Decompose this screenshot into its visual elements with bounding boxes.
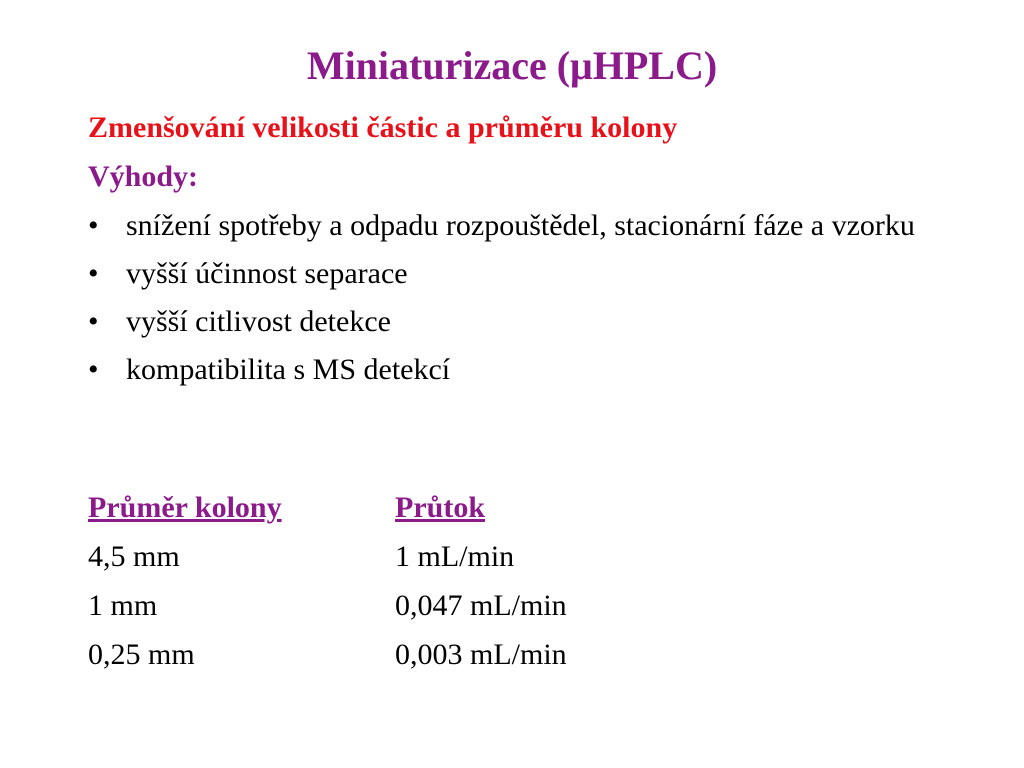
bullet-icon: • [88,353,99,386]
list-item [88,302,948,342]
bullet-icon: • [88,305,99,338]
table-cell-flow: 0,003 mL/min [395,638,567,671]
table-cell-diameter: 0,25 mm [88,638,195,671]
bullet-icon: • [88,257,99,290]
table-cell-flow: 1 mL/min [395,540,515,573]
table-cell-diameter: 4,5 mm [88,540,180,573]
list-item-text: vyšší citlivost detekce [126,305,391,338]
list-item-text: snížení spotřeby a odpadu rozpouštědel, stacionární fáze a vzorku [126,209,915,242]
table-row [88,635,567,684]
list-item [88,254,948,294]
header-column-diameter: Průměr kolony [88,491,282,524]
table-header-row [88,488,567,537]
slide-subheading: Zmenšování velikosti částic a průměru kolony [88,111,678,144]
list-item-text: kompatibilita s MS detekcí [126,353,451,386]
slide-title: Miniaturizace (μHPLC) [306,43,718,88]
list-item [88,206,948,246]
list-item [88,350,948,390]
advantages-list [88,206,948,398]
advantages-label: Výhody: [88,160,199,193]
header-flow-rate: Průtok [395,491,485,524]
table-cell-flow: 0,047 mL/min [395,589,567,622]
column-flow-table [88,488,567,684]
table-row [88,537,567,586]
list-item-text: vyšší účinnost separace [126,257,408,290]
table-row [88,586,567,635]
table-cell-diameter: 1 mm [88,589,158,622]
bullet-icon: • [88,209,99,242]
